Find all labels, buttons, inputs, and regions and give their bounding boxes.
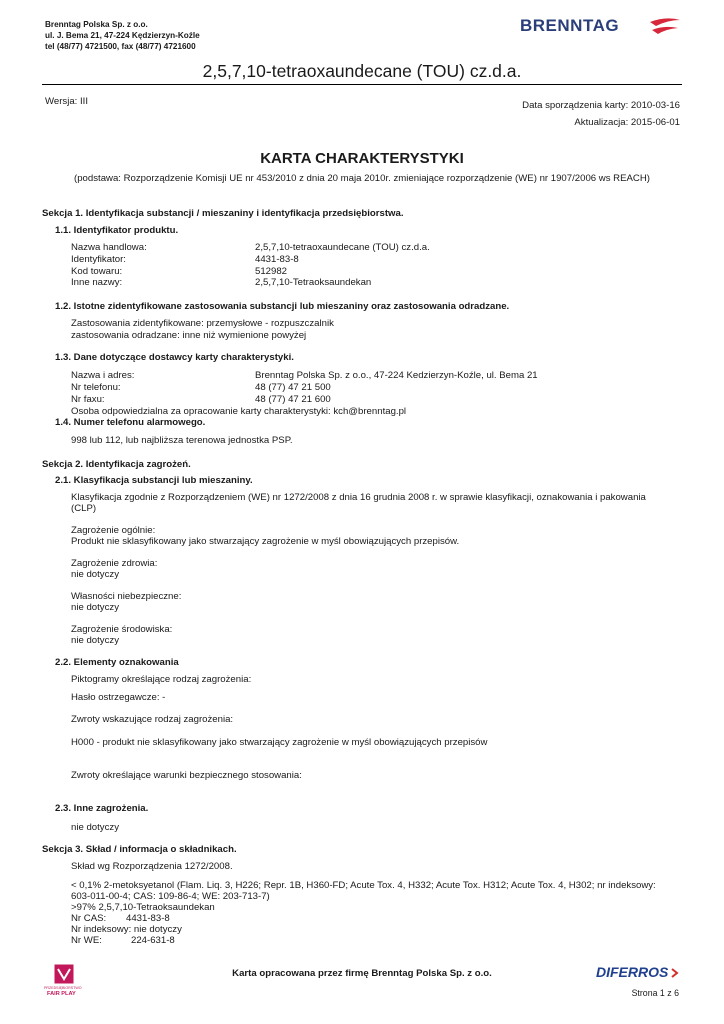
company-name: Brenntag Polska Sp. z o.o. [45, 20, 148, 29]
brenntag-logo [520, 14, 682, 42]
product-field-value: 2,5,7,10-Tetraoksaundekan [255, 277, 372, 288]
section-1-1-heading: 1.1. Identyfikator produktu. [55, 225, 179, 236]
physical-hazard-value: nie dotyczy [71, 602, 119, 613]
section-2-3-heading: 2.3. Inne zagrożenia. [55, 803, 149, 814]
diferros-logo [596, 964, 679, 980]
diferros-logo-text: DIFERROS [596, 964, 669, 980]
cas-value: 4431-83-8 [126, 913, 170, 924]
signal-word: Hasło ostrzegawcze: - [71, 692, 166, 703]
hazard-statement-h000: H000 - produkt nie sklasyfikowany jako stwarzający zagrożenie w myśl obowiązujących przepisów [71, 737, 488, 748]
general-hazard-value: Produkt nie sklasyfikowany jako stwarzający zagrożenie w myśl obowiązujących przepisów. [71, 536, 460, 547]
footer-prepared-by: Karta opracowana przez firmę Brenntag Polska Sp. z o.o. [232, 968, 492, 979]
product-field-value: 512982 [255, 266, 288, 277]
component-line3: >97% 2,5,7,10-Tetraoksaundekan [71, 902, 215, 913]
page-number: Strona 1 z 6 [631, 988, 679, 998]
product-field-value: 2,5,7,10-tetraoxaundecane (TOU) cz.d.a. [255, 242, 430, 253]
header-divider [42, 84, 682, 85]
product-field-value: 4431-83-8 [255, 254, 299, 265]
uses-advised-against: zastosowania odradzane: inne niż wymienione powyżej [71, 330, 307, 341]
section3-heading: Sekcja 3. Skład / informacja o składnikach. [42, 844, 237, 855]
cas-label: Nr CAS: [71, 913, 107, 924]
we-value: 224-631-8 [131, 935, 175, 946]
regulation-basis: (podstawa: Rozporządzenie Komisji UE nr 453/2010 z dnia 20 maja 2010r. zmieniające rozporządzenie (WE) nr 1907/2006 ws REACH) [74, 173, 650, 184]
general-hazard-label: Zagrożenie ogólnie: [71, 525, 156, 536]
supplier-field-label: Nr faxu: [71, 394, 105, 405]
version-label: Wersja: III [45, 96, 89, 107]
supplier-field-value: 48 (77) 47 21 600 [255, 394, 331, 405]
health-hazard-label: Zagrożenie zdrowia: [71, 558, 158, 569]
responsible-person: Osoba odpowiedzialna za opracowanie karty charakterystyki: kch@brenntag.pl [71, 406, 407, 417]
emergency-number: 998 lub 112, lub najbliższa terenowa jednostka PSP. [71, 435, 293, 446]
brenntag-swoosh-icon [648, 16, 682, 40]
section-2-2-heading: 2.2. Elementy oznakowania [55, 657, 179, 668]
other-hazards-value: nie dotyczy [71, 822, 119, 833]
section1-heading: Sekcja 1. Identyfikacja substancji / mieszaniny i identyfikacja przedsiębiorstwa. [42, 208, 404, 219]
precautionary-statements-label: Zwroty określające warunki bezpiecznego stosowania: [71, 770, 302, 781]
section-1-2-heading: 1.2. Istotne zidentyfikowane zastosowania substancji lub mieszaniny oraz zastosowania odradzane. [55, 301, 510, 312]
prepared-date: Data sporządzenia karty: 2010-03-16 [522, 100, 680, 111]
physical-hazard-label: Własności niebezpieczne: [71, 591, 182, 602]
fair-play-line1: PRZEDSIĘBIORSTWO [44, 986, 82, 990]
updated-date: Aktualizacja: 2015-06-01 [574, 117, 680, 128]
section-2-1-heading: 2.1. Klasyfikacja substancji lub mieszaniny. [55, 475, 253, 486]
product-field-label: Inne nazwy: [71, 277, 123, 288]
section-1-4-heading: 1.4. Numer telefonu alarmowego. [55, 417, 206, 428]
product-field-label: Kod towaru: [71, 266, 123, 277]
health-hazard-value: nie dotyczy [71, 569, 119, 580]
environment-hazard-label: Zagrożenie środowiska: [71, 624, 173, 635]
pictograms-label: Piktogramy określające rodzaj zagrożenia: [71, 674, 252, 685]
company-phone: tel (48/77) 4721500, fax (48/77) 4721600 [45, 42, 196, 51]
environment-hazard-value: nie dotyczy [71, 635, 119, 646]
supplier-field-value: Brenntag Polska Sp. z o.o., 47-224 Kedzierzyn-Koźle, ul. Bema 21 [255, 370, 538, 381]
clp-classification-line2: (CLP) [71, 503, 97, 514]
brenntag-logo-text: BRENNTAG [520, 16, 620, 35]
supplier-field-label: Nr telefonu: [71, 382, 121, 393]
component-line2: 603-011-00-4; CAS: 109-86-4; WE: 203-713-7) [71, 891, 270, 902]
fair-play-line2: FAIR PLAY [47, 991, 76, 997]
product-field-label: Identyfikator: [71, 254, 126, 265]
diferros-arrow-icon [671, 968, 679, 978]
section2-heading: Sekcja 2. Identyfikacja zagrożeń. [42, 459, 191, 470]
product-field-label: Nazwa handlowa: [71, 242, 147, 253]
identified-uses: Zastosowania zidentyfikowane: przemysłowe - rozpuszczalnik [71, 318, 334, 329]
company-address: ul. J. Bema 21, 47-224 Kędzierzyn-Koźle [45, 31, 200, 40]
document-title: 2,5,7,10-tetraoxaundecane (TOU) cz.d.a. [202, 61, 522, 81]
hazard-statements-label: Zwroty wskazujące rodzaj zagrożenia: [71, 714, 234, 725]
composition-basis: Skład wg Rozporządzenia 1272/2008. [71, 861, 233, 872]
clp-classification-line1: Klasyfikacja zgodnie z Rozporządzeniem (WE) nr 1272/2008 z dnia 16 grudnia 2008 r. w sprawie klasyfikacji, oznakowania i pakowania [71, 492, 646, 503]
sheet-title: KARTA CHARAKTERYSTYKI [260, 150, 464, 167]
index-number: Nr indeksowy: nie dotyczy [71, 924, 182, 935]
section-1-3-heading: 1.3. Dane dotyczące dostawcy karty charakterystyki. [55, 352, 294, 363]
supplier-field-value: 48 (77) 47 21 500 [255, 382, 331, 393]
supplier-field-label: Nazwa i adres: [71, 370, 135, 381]
we-label: Nr WE: [71, 935, 102, 946]
component-line1: < 0,1% 2-metoksyetanol (Flam. Liq. 3, H226; Repr. 1B, H360-FD; Acute Tox. 4, H332; Acute Tox. H312; Acute Tox. 4, H302; nr indeksowy: [71, 880, 656, 891]
